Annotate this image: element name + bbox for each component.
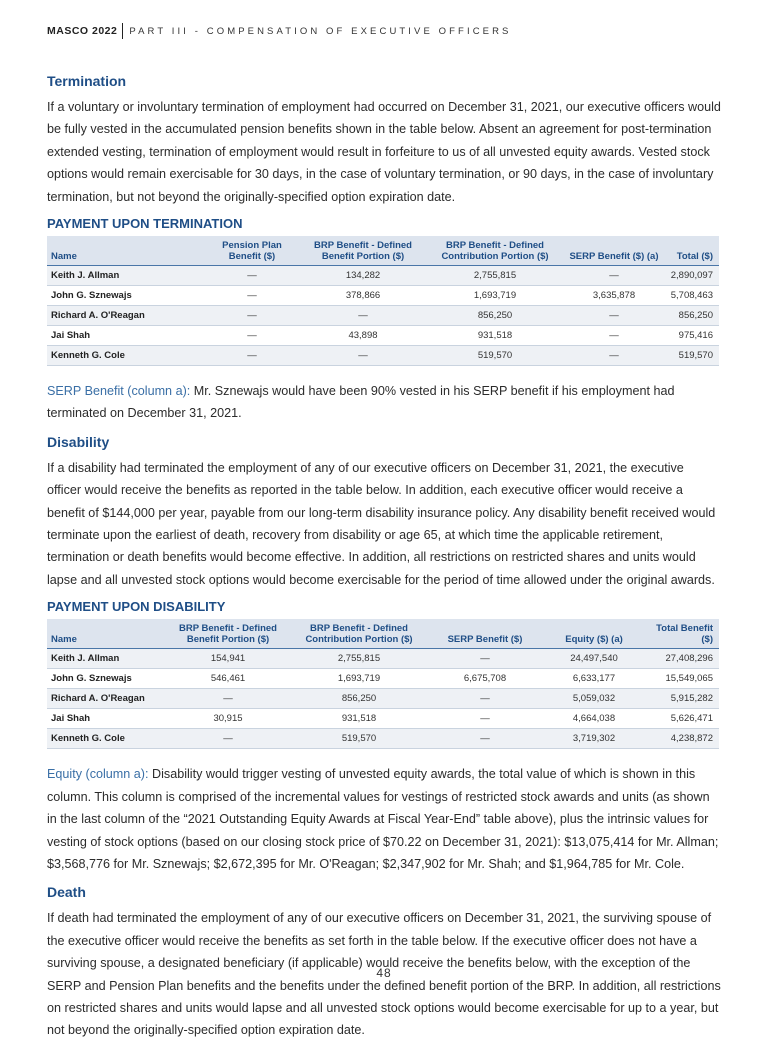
table-cell: — [165, 729, 291, 749]
death-heading: Death [47, 884, 86, 901]
column-header: BRP Benefit - Defined Benefit Portion ($) [299, 236, 427, 266]
table-cell: — [205, 266, 299, 286]
table-cell: 15,549,065 [645, 669, 719, 689]
table-cell: — [427, 709, 543, 729]
column-header: Name [47, 619, 165, 649]
table-cell: 1,693,719 [291, 669, 427, 689]
table-cell: — [205, 326, 299, 346]
column-header: Equity ($) (a) [543, 619, 645, 649]
table-cell-name: Jai Shah [47, 709, 165, 729]
column-header: Total Benefit ($) [645, 619, 719, 649]
table-row [47, 689, 719, 709]
table-cell: 519,570 [427, 346, 563, 366]
table-cell: — [427, 649, 543, 669]
table-cell: — [299, 346, 427, 366]
table-cell: — [563, 306, 665, 326]
table-cell: 378,866 [299, 286, 427, 306]
table-cell: — [563, 266, 665, 286]
table-cell: 27,408,296 [645, 649, 719, 669]
table-cell: 856,250 [291, 689, 427, 709]
table-cell: 3,719,302 [543, 729, 645, 749]
table-row [47, 649, 719, 669]
table-cell: 1,693,719 [427, 286, 563, 306]
serp-footnote [47, 380, 721, 425]
termination-heading: Termination [47, 73, 127, 89]
page-header [47, 22, 512, 40]
column-header: BRP Benefit - Defined Contribution Portion ($) [291, 619, 427, 649]
table-row [47, 729, 719, 749]
table-cell: 5,708,463 [665, 286, 719, 306]
termination-paragraph: If a voluntary or involuntary termination of employment had occurred on December 31, 2021, our executive officers would be fully vested in the accumulated pension benefits shown in the table below. Absent an agreement for post-termination extended vesting, termination of employment would result in forfeiture to us of all unvested equity awards. Vested stock options would remain exercisable for 30 days, in the case of voluntary termination, or 90 days, in the case of involuntary termination, but not beyond the originally-specified option expiration date. [47, 100, 721, 204]
table-cell: 5,915,282 [645, 689, 719, 709]
column-header: SERP Benefit ($) [427, 619, 543, 649]
table-cell: — [165, 689, 291, 709]
death-paragraph: If death had terminated the employment of any of our executive officers on December 31, 2021, the surviving spouse of the executive officer would receive the benefits as set forth in the table below. If the executive officer does not have a surviving spouse, a designated beneficiary (if applicable) would receive the benefits below, with the exception of the SERP and Pension Plan benefits and the benefits under the defined benefit portion of the BRP. In addition, all restrictions on restricted shares and units would lapse and all unvested stock options would become exercisable for up to a year, but not beyond the originally-specified option expiration date. [47, 911, 721, 1038]
table-cell: 975,416 [665, 326, 719, 346]
table-cell: 546,461 [165, 669, 291, 689]
table-cell-name: Richard A. O'Reagan [47, 306, 205, 326]
footnote-text: Mr. Sznewajs would have been 90% vested in his SERP benefit if his employment had terminated on December 31, 2021. [47, 384, 675, 421]
table-row [47, 286, 719, 306]
table-cell: 154,941 [165, 649, 291, 669]
header-brand: MASCO 2022 [47, 25, 118, 37]
column-header: BRP Benefit - Defined Benefit Portion ($) [165, 619, 291, 649]
disability-table-title: PAYMENT UPON DISABILITY [47, 599, 226, 615]
table-cell: 856,250 [665, 306, 719, 326]
column-header: Total ($) [665, 236, 719, 266]
header-divider [122, 23, 123, 39]
footnote-label: SERP Benefit (column a): [47, 384, 191, 399]
table-cell-name: John G. Sznewajs [47, 286, 205, 306]
header-section: PART III - COMPENSATION OF EXECUTIVE OFFICERS [129, 25, 512, 37]
table-cell: 5,626,471 [645, 709, 719, 729]
table-cell: 856,250 [427, 306, 563, 326]
table-cell: — [205, 286, 299, 306]
footnote-label: Equity (column a): [47, 767, 149, 782]
table-row [47, 669, 719, 689]
table-cell: 2,890,097 [665, 266, 719, 286]
table-cell: 4,664,038 [543, 709, 645, 729]
table-row [47, 346, 719, 366]
page-number: 48 [376, 966, 392, 980]
table-cell: 519,570 [291, 729, 427, 749]
table-cell-name: Keith J. Allman [47, 266, 205, 286]
table-cell: 5,059,032 [543, 689, 645, 709]
table-cell: 3,635,878 [563, 286, 665, 306]
table-cell: — [299, 306, 427, 326]
table-cell: — [205, 346, 299, 366]
disability-table [47, 619, 719, 749]
table-cell: 2,755,815 [427, 266, 563, 286]
table-cell: 6,675,708 [427, 669, 543, 689]
footnote-text: Disability would trigger vesting of unvested equity awards, the total value of which is shown in this column. This column is comprised of the incremental values for vestings of restricted stock awards and units (as shown in the last column of the “2021 Outstanding Equity Awards at Fiscal Year-End” table above), plus the intrinsic values for vesting of stock options (based on our closing stock price of $70.22 on December 31, 2021): $13,075,414 for Mr. Allman; $3,568,776 for Mr. Sznewajs; $2,672,395 for Mr. O'Reagan; $2,347,902 for Mr. Shah; and $1,964,785 for Mr. Cole. [47, 767, 719, 871]
table-header-row [47, 619, 719, 649]
disability-heading: Disability [47, 433, 110, 450]
table-cell: 43,898 [299, 326, 427, 346]
table-cell: — [205, 306, 299, 326]
table-cell: — [427, 729, 543, 749]
table-cell: 519,570 [665, 346, 719, 366]
table-cell: 30,915 [165, 709, 291, 729]
table-cell-name: Kenneth G. Cole [47, 346, 205, 366]
table-cell: — [427, 689, 543, 709]
column-header: Name [47, 236, 205, 266]
table-cell: 4,238,872 [645, 729, 719, 749]
table-cell: 931,518 [291, 709, 427, 729]
termination-table [47, 236, 719, 366]
table-cell: 931,518 [427, 326, 563, 346]
table-cell-name: Kenneth G. Cole [47, 729, 165, 749]
table-cell-name: Richard A. O'Reagan [47, 689, 165, 709]
table-row [47, 306, 719, 326]
table-cell: 134,282 [299, 266, 427, 286]
equity-footnote [47, 763, 721, 875]
table-header-row [47, 236, 719, 266]
disability-paragraph: If a disability had terminated the employment of any of our executive officers on December 31, 2021, the executive officer would receive the benefits as reported in the table below. In addition, each executive officer would receive a benefit of $144,000 per year, payable from our long-term disability insurance policy. Any disability benefit received would terminate upon the earliest of death, recovery from disability or age 65, at which time the applicable retirement, termination or death benefits would become effective. In addition, all restrictions on restricted shares and units would lapse and all unvested stock options would become exercisable for the period of time allowed under the original awards. [47, 460, 716, 587]
termination-table-title: PAYMENT UPON TERMINATION [47, 216, 243, 232]
table-cell: — [563, 346, 665, 366]
column-header: SERP Benefit ($) (a) [563, 236, 665, 266]
page-content [47, 72, 721, 1050]
table-cell: 6,633,177 [543, 669, 645, 689]
table-cell-name: Keith J. Allman [47, 649, 165, 669]
table-cell: — [563, 326, 665, 346]
table-row [47, 709, 719, 729]
table-cell: 2,755,815 [291, 649, 427, 669]
table-row [47, 326, 719, 346]
table-cell-name: Jai Shah [47, 326, 205, 346]
column-header: Pension Plan Benefit ($) [205, 236, 299, 266]
column-header: BRP Benefit - Defined Contribution Portion ($) [427, 236, 563, 266]
table-cell-name: John G. Sznewajs [47, 669, 165, 689]
table-row [47, 266, 719, 286]
table-cell: 24,497,540 [543, 649, 645, 669]
